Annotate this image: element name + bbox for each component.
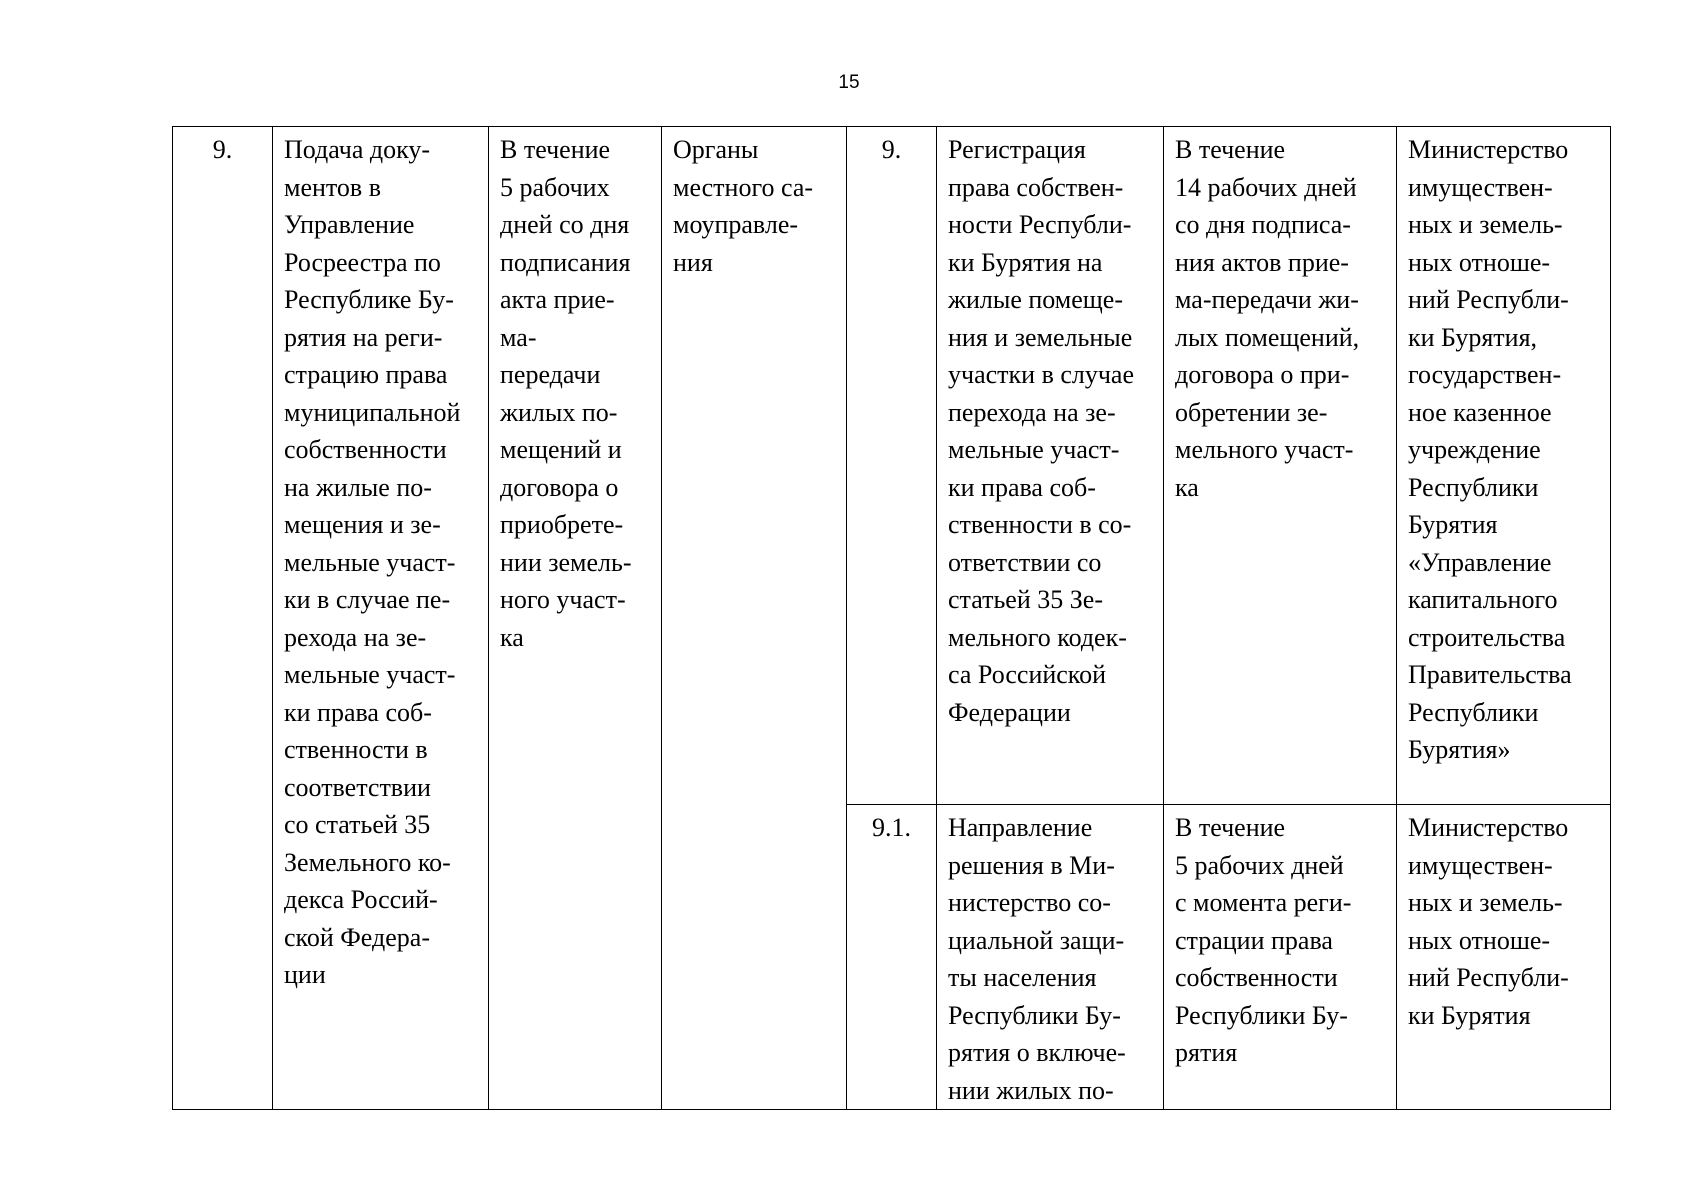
text-line: акта прие- <box>500 285 615 314</box>
text-line: ментов в <box>284 172 381 202</box>
text-line: страции права <box>1175 925 1333 955</box>
text-line: со дня подписа- <box>1175 210 1351 239</box>
text-line: Республики Бу- <box>1175 1000 1348 1030</box>
text-line: жилых по- <box>500 397 618 427</box>
text-line: мельного участ- <box>1175 435 1354 464</box>
text-line: местного са- <box>673 172 814 202</box>
text-line: циальной защи- <box>948 925 1125 955</box>
text-line: декса Россий- <box>284 885 438 914</box>
text-line: В течение <box>1175 135 1286 164</box>
text-line: моуправле- <box>673 210 799 239</box>
text-line: Республики <box>1408 697 1539 727</box>
text-line: 5 рабочих дней <box>1175 850 1344 880</box>
text-line: ки в случае пе- <box>284 585 451 614</box>
text-line: 5 рабочих <box>500 172 610 202</box>
text-line: ки Бурятия на <box>948 247 1103 277</box>
text-line: Федерации <box>948 697 1071 727</box>
text-line: ных отноше- <box>1408 247 1551 277</box>
text-line: с момента реги- <box>1175 888 1352 917</box>
text-line: жилые помеще- <box>948 285 1123 314</box>
right-row-2-executor-cell <box>1397 805 1611 1110</box>
text-line: права собствен- <box>948 172 1124 202</box>
text-line: рятия о включе- <box>948 1038 1126 1067</box>
text-line: на жилые по- <box>284 472 432 502</box>
text-line: учреждение <box>1408 435 1541 464</box>
text-line: мельного кодек- <box>948 622 1127 652</box>
text-line: ки права соб- <box>948 472 1096 502</box>
text-line: ответствии со <box>948 547 1102 577</box>
text-line: ния и земельные <box>948 322 1133 352</box>
text-line: нистерство со- <box>948 888 1111 917</box>
text-line: ния <box>673 247 713 277</box>
plan-table <box>172 126 1611 1110</box>
right-row-2-number-cell <box>847 805 937 1110</box>
text-line: ма- <box>500 322 537 352</box>
right-row-1-number-cell <box>847 127 937 805</box>
text-line: Бурятия» <box>1408 735 1511 764</box>
text-line: Правительства <box>1408 660 1572 689</box>
text-line: имуществен- <box>1408 850 1553 880</box>
text-line: перехода на зе- <box>948 397 1116 427</box>
text-line: ки Бурятия, <box>1408 322 1538 352</box>
left-number-cell <box>173 127 273 1110</box>
table-row <box>173 127 1611 805</box>
text-line: ного участ- <box>500 585 626 614</box>
text-line: ния актов прие- <box>1175 247 1349 277</box>
text-line: подписания <box>500 247 631 277</box>
text-line: 14 рабочих дней <box>1175 172 1357 202</box>
text-line: капитального <box>1408 585 1558 614</box>
text-line: мельные участ- <box>948 435 1120 464</box>
text-line: ности Республи- <box>948 210 1132 239</box>
text-line: рятия <box>1175 1038 1238 1067</box>
right-row-1-action-cell <box>937 127 1164 805</box>
text-line: Земельного ко- <box>284 847 451 877</box>
text-line: ных и земель- <box>1408 888 1563 917</box>
text-line: договора о <box>500 472 619 502</box>
text-line: Органы <box>673 135 759 164</box>
text-line: нии земель- <box>500 547 632 577</box>
text-line: ка <box>500 622 524 652</box>
right-row-2-number: 9.1. <box>872 813 911 842</box>
text-line: государствен- <box>1408 360 1562 389</box>
text-line: Министерство <box>1408 135 1569 164</box>
left-executor-cell <box>662 127 847 1110</box>
text-line: ственности в <box>284 735 428 764</box>
text-line: имуществен- <box>1408 172 1553 202</box>
text-line: В течение <box>1175 813 1286 842</box>
text-line: са Российской <box>948 660 1107 689</box>
text-line: лых помещений, <box>1175 322 1360 352</box>
text-line: мещения и зе- <box>284 510 441 539</box>
text-line: со статьей 35 <box>284 810 431 839</box>
text-line: страцию права <box>284 360 448 389</box>
text-line: В течение <box>500 135 611 164</box>
text-line: ных отноше- <box>1408 925 1551 955</box>
text-line: Министерство <box>1408 813 1569 842</box>
text-line: Республики <box>1408 472 1539 502</box>
left-action-cell <box>273 127 489 1110</box>
text-line: собственности <box>284 435 447 464</box>
text-line: Управление <box>284 210 415 239</box>
text-line: муниципальной <box>284 397 461 427</box>
text-line: ных и земель- <box>1408 210 1563 239</box>
text-line: дней со дня <box>500 210 630 239</box>
text-line: ки Бурятия <box>1408 1000 1531 1030</box>
right-row-1-term-cell <box>1164 127 1397 805</box>
right-row-1-executor-cell <box>1397 127 1611 805</box>
text-line: ты населения <box>948 963 1097 992</box>
right-row-2-term-cell <box>1164 805 1397 1110</box>
text-line: ственности в со- <box>948 510 1132 539</box>
text-line: ской Федера- <box>284 922 430 952</box>
text-line: ний Республи- <box>1408 285 1569 314</box>
text-line: строительства <box>1408 622 1566 652</box>
text-line: статьей 35 Зе- <box>948 585 1103 614</box>
text-line: Бурятия <box>1408 510 1498 539</box>
text-line: Республике Бу- <box>284 285 454 314</box>
text-line: собственности <box>1175 963 1338 992</box>
text-line: договора о при- <box>1175 360 1350 389</box>
text-line: Росреестра по <box>284 247 441 277</box>
right-row-1-number: 9. <box>881 135 902 164</box>
text-line: мельные участ- <box>284 660 456 689</box>
text-line: рятия на реги- <box>284 322 443 352</box>
text-line: Направление <box>948 813 1093 842</box>
text-line: ки права соб- <box>284 697 432 727</box>
text-line: нии жилых по- <box>948 1075 1114 1105</box>
text-line: мельные участ- <box>284 547 456 577</box>
text-line: ма-передачи жи- <box>1175 285 1359 314</box>
right-row-2-action-cell <box>937 805 1164 1110</box>
text-line: ний Республи- <box>1408 963 1569 992</box>
text-line: участки в случае <box>948 360 1135 389</box>
text-line: рехода на зе- <box>284 622 427 652</box>
text-line: ции <box>284 960 326 989</box>
text-line: Республики Бу- <box>948 1000 1121 1030</box>
text-line: ное казенное <box>1408 397 1552 427</box>
text-line: передачи <box>500 360 601 389</box>
text-line: решения в Ми- <box>948 850 1115 880</box>
left-term-cell <box>489 127 662 1110</box>
text-line: обретении зе- <box>1175 397 1328 427</box>
left-number: 9. <box>212 135 233 164</box>
text-line: приобрете- <box>500 510 624 539</box>
text-line: «Управление <box>1408 547 1552 577</box>
text-line: ка <box>1175 472 1199 502</box>
page-number: 15 <box>838 72 860 93</box>
text-line: Подача доку- <box>284 135 431 164</box>
text-line: соответствии <box>284 772 431 802</box>
text-line: Регистрация <box>948 135 1086 164</box>
text-line: мещений и <box>500 435 622 464</box>
